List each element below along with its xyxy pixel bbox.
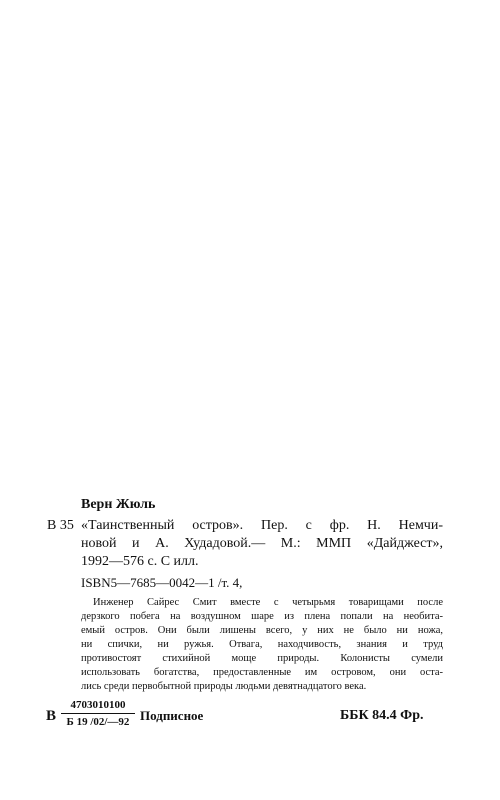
footer-number-bottom: Б 19 /02/—92 <box>66 716 130 728</box>
annotation-line: ни спички, ни ружья. Отвага, находчивость, знания и труд <box>81 639 443 650</box>
subscription-label: Подписное <box>140 708 204 723</box>
annotation-line: емый остров. Они были лишены всего, у них не было ни ножа, <box>81 625 443 636</box>
footer-number-top: 4703010100 <box>70 699 126 711</box>
library-code: В 35 <box>47 518 74 533</box>
annotation-line: лись среди первобытной природы людьми девятнадцатого века. <box>81 681 367 692</box>
annotation-line: Инженер Сайрес Смит вместе с четырьмя товарищами после <box>93 597 443 608</box>
footer-fraction-rule <box>61 713 135 714</box>
annotation-line: использовать богатства, предоставленные им островом, они оста- <box>81 667 443 678</box>
footer-letter: В <box>46 708 57 724</box>
author-name: Верн Жюль <box>81 497 156 512</box>
description-line: новой и А. Худадовой.— М.: ММП «Дайджест», <box>81 536 443 551</box>
description-line: «Таинственный остров». Пер. с фр. Н. Немчи- <box>81 518 443 533</box>
annotation-line: дерзкого побега на воздушном шаре из плена попали на необита- <box>81 611 443 622</box>
annotation-line: противостоят стихийной моще природы. Колонисты сумели <box>81 653 443 664</box>
description-line: 1992—576 с. С илл. <box>81 554 199 569</box>
bbk-code: ББК 84.4 Фр. <box>340 708 424 723</box>
isbn: ISBN5—7685—0042—1 /т. 4, <box>81 575 243 590</box>
